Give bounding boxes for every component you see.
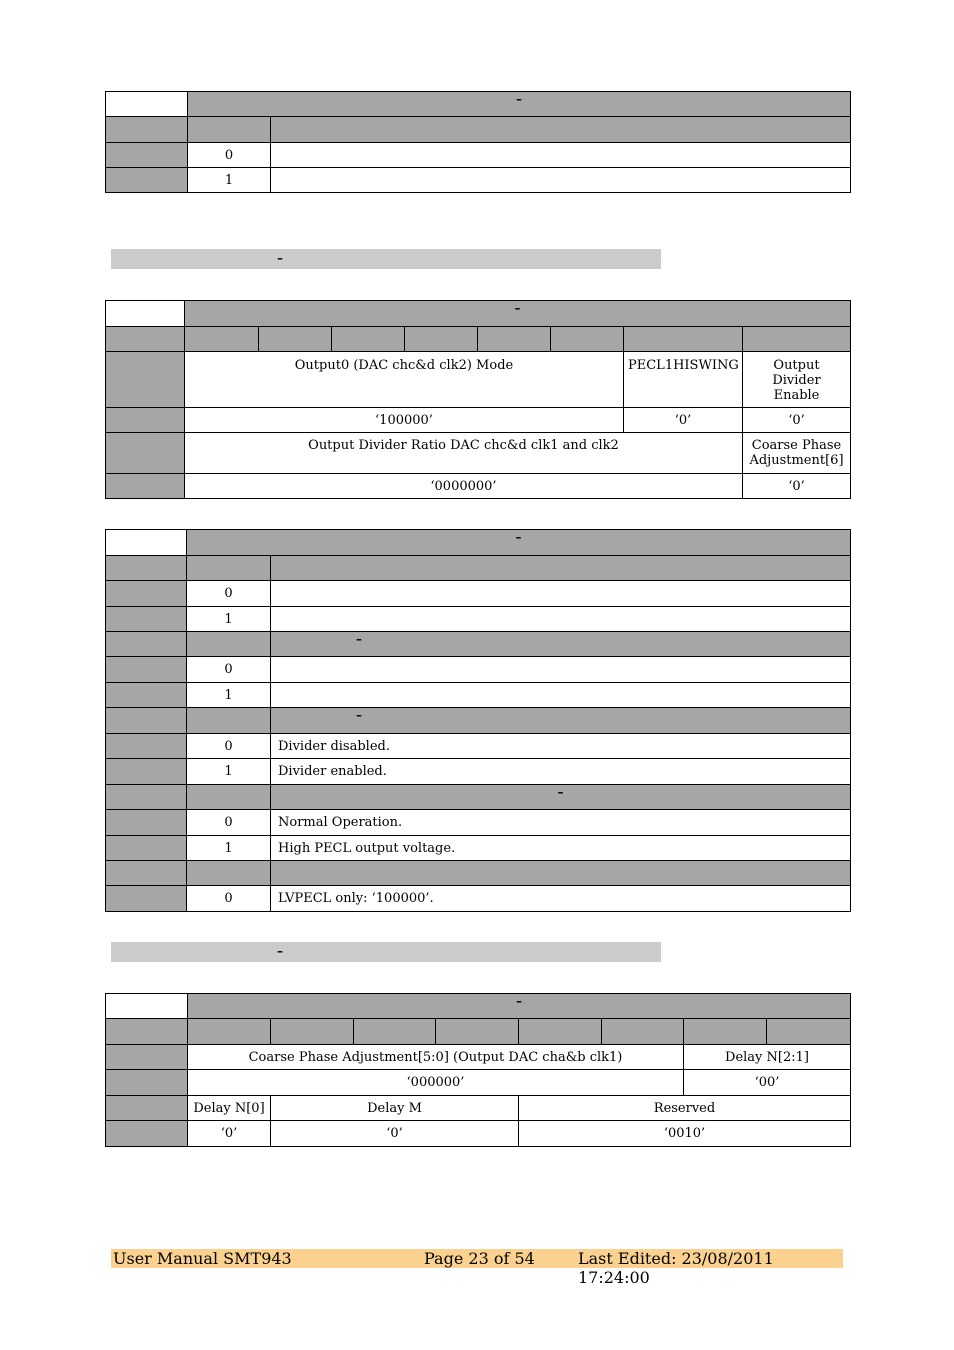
field-name-cell: Output Divider Ratio DAC chc&d clk1 and clk2	[185, 433, 743, 474]
bit-description-cell	[271, 683, 851, 708]
field-name-cell: Reserved	[519, 1096, 851, 1121]
bit-value-cell: 0	[187, 657, 271, 683]
row-label-cell	[106, 861, 187, 886]
default-value-cell: ‘0’	[624, 408, 743, 433]
default-value-cell: ‘0000000’	[185, 474, 743, 499]
row-label-cell	[106, 1019, 188, 1045]
default-value-cell: ‘0’	[188, 1121, 271, 1147]
page-footer	[111, 1249, 843, 1287]
column-header-cell	[271, 117, 851, 143]
bit-column-header	[624, 327, 743, 352]
field-group-header: –	[271, 708, 851, 734]
row-label-cell	[106, 708, 187, 734]
row-label-cell	[106, 117, 188, 143]
bit-column-header	[551, 327, 624, 352]
section-heading-bar	[111, 249, 661, 269]
bit-description-cell: LVPECL only: ‘100000’.	[271, 886, 851, 912]
bit-value-cell: 0	[187, 581, 271, 607]
row-label-cell	[106, 657, 187, 683]
bit-value-cell: 1	[187, 683, 271, 708]
row-label-cell	[106, 433, 185, 474]
bit-column-header	[478, 327, 551, 352]
table-header: –	[188, 92, 851, 117]
table-corner-cell	[106, 301, 185, 327]
bit-description-cell: High PECL output voltage.	[271, 836, 851, 861]
default-value-cell: ‘0’	[271, 1121, 519, 1147]
field-group-header: –	[271, 785, 851, 810]
bit-column-header	[271, 1019, 354, 1045]
table-corner-cell	[106, 994, 188, 1019]
bit-value-cell: 1	[188, 168, 271, 193]
field-group-header	[187, 785, 271, 810]
bit-column-header	[602, 1019, 684, 1045]
row-label-cell	[106, 1096, 188, 1121]
row-label-cell	[106, 1045, 188, 1070]
bit-description-cell	[271, 168, 851, 193]
footer-document-title: User Manual SMT943	[113, 1249, 292, 1268]
row-label-cell	[106, 474, 185, 499]
column-header-cell	[188, 117, 271, 143]
bit-description-cell	[271, 657, 851, 683]
bit-description-cell	[271, 607, 851, 632]
row-label-cell	[106, 836, 187, 861]
bit-value-cell: 0	[187, 734, 271, 759]
table-header: –	[187, 530, 851, 556]
row-label-cell	[106, 607, 187, 632]
bit-value-cell: 0	[187, 810, 271, 836]
section-heading-dash: –	[277, 251, 283, 265]
field-name-cell: Delay N[2:1]	[684, 1045, 851, 1070]
bit-value-cell: 1	[187, 759, 271, 785]
default-value-cell: ‘100000’	[185, 408, 624, 433]
row-label-cell	[106, 408, 185, 433]
row-label-cell	[106, 810, 187, 836]
bit-value-cell: 1	[187, 607, 271, 632]
default-value-cell: ‘0’	[743, 408, 851, 433]
row-label-cell	[106, 581, 187, 607]
column-header-cell	[187, 556, 271, 581]
field-group-header	[187, 632, 271, 657]
row-label-cell	[106, 632, 187, 657]
row-label-cell	[106, 1070, 188, 1096]
default-value-cell: ‘0010’	[519, 1121, 851, 1147]
default-value-cell: ‘000000’	[188, 1070, 684, 1096]
row-label-cell	[106, 143, 188, 168]
bit-column-header	[259, 327, 332, 352]
field-name-cell: Delay N[0]	[188, 1096, 271, 1121]
bit-column-header	[436, 1019, 519, 1045]
bit-column-header	[354, 1019, 436, 1045]
section-heading-bar	[111, 942, 661, 962]
row-label-cell	[106, 327, 185, 352]
bit-column-header	[188, 1019, 271, 1045]
bit-description-cell: Normal Operation.	[271, 810, 851, 836]
bit-column-header	[743, 327, 851, 352]
bit-column-header	[519, 1019, 602, 1045]
register-bits-table-1	[105, 91, 851, 193]
bit-description-cell	[271, 143, 851, 168]
row-label-cell	[106, 556, 187, 581]
row-label-cell	[106, 168, 188, 193]
row-label-cell	[106, 352, 185, 408]
register-layout-table-1	[105, 300, 851, 499]
bit-description-cell: Divider enabled.	[271, 759, 851, 785]
bit-column-header	[185, 327, 259, 352]
table-header: –	[185, 301, 851, 327]
row-label-cell	[106, 785, 187, 810]
field-name-cell: Coarse Phase Adjustment[6]	[743, 433, 851, 474]
bit-value-cell: 0	[187, 886, 271, 912]
row-label-cell	[106, 759, 187, 785]
field-group-header	[187, 708, 271, 734]
bit-value-cell: 0	[188, 143, 271, 168]
bit-value-cell: 1	[187, 836, 271, 861]
default-value-cell: ‘00’	[684, 1070, 851, 1096]
table-header: –	[188, 994, 851, 1019]
footer-page-number: Page 23 of 54	[424, 1249, 535, 1268]
bit-description-cell: Divider disabled.	[271, 734, 851, 759]
field-group-header	[187, 861, 271, 886]
section-heading-dash: –	[277, 944, 283, 958]
bit-column-header	[684, 1019, 767, 1045]
row-label-cell	[106, 683, 187, 708]
field-name-cell: Delay M	[271, 1096, 519, 1121]
row-label-cell	[106, 886, 187, 912]
field-name-cell: Output0 (DAC chc&d clk2) Mode	[185, 352, 624, 408]
field-name-cell: Coarse Phase Adjustment[5:0] (Output DAC cha&b clk1)	[188, 1045, 684, 1070]
bit-column-header	[767, 1019, 851, 1045]
row-label-cell	[106, 1121, 188, 1147]
field-group-header	[271, 861, 851, 886]
table-corner-cell	[106, 530, 187, 556]
field-name-cell: PECL1HISWING	[624, 352, 743, 408]
bit-column-header	[332, 327, 405, 352]
row-label-cell	[106, 734, 187, 759]
column-header-cell	[271, 556, 851, 581]
default-value-cell: ‘0’	[743, 474, 851, 499]
bit-column-header	[405, 327, 478, 352]
field-group-header: –	[271, 632, 851, 657]
bit-description-cell	[271, 581, 851, 607]
table-corner-cell	[106, 92, 188, 117]
register-bits-table-2	[105, 529, 851, 912]
field-name-cell: Output Divider Enable	[743, 352, 851, 408]
register-layout-table-2	[105, 993, 851, 1147]
footer-last-edited: Last Edited: 23/08/2011 17:24:00	[578, 1249, 774, 1287]
